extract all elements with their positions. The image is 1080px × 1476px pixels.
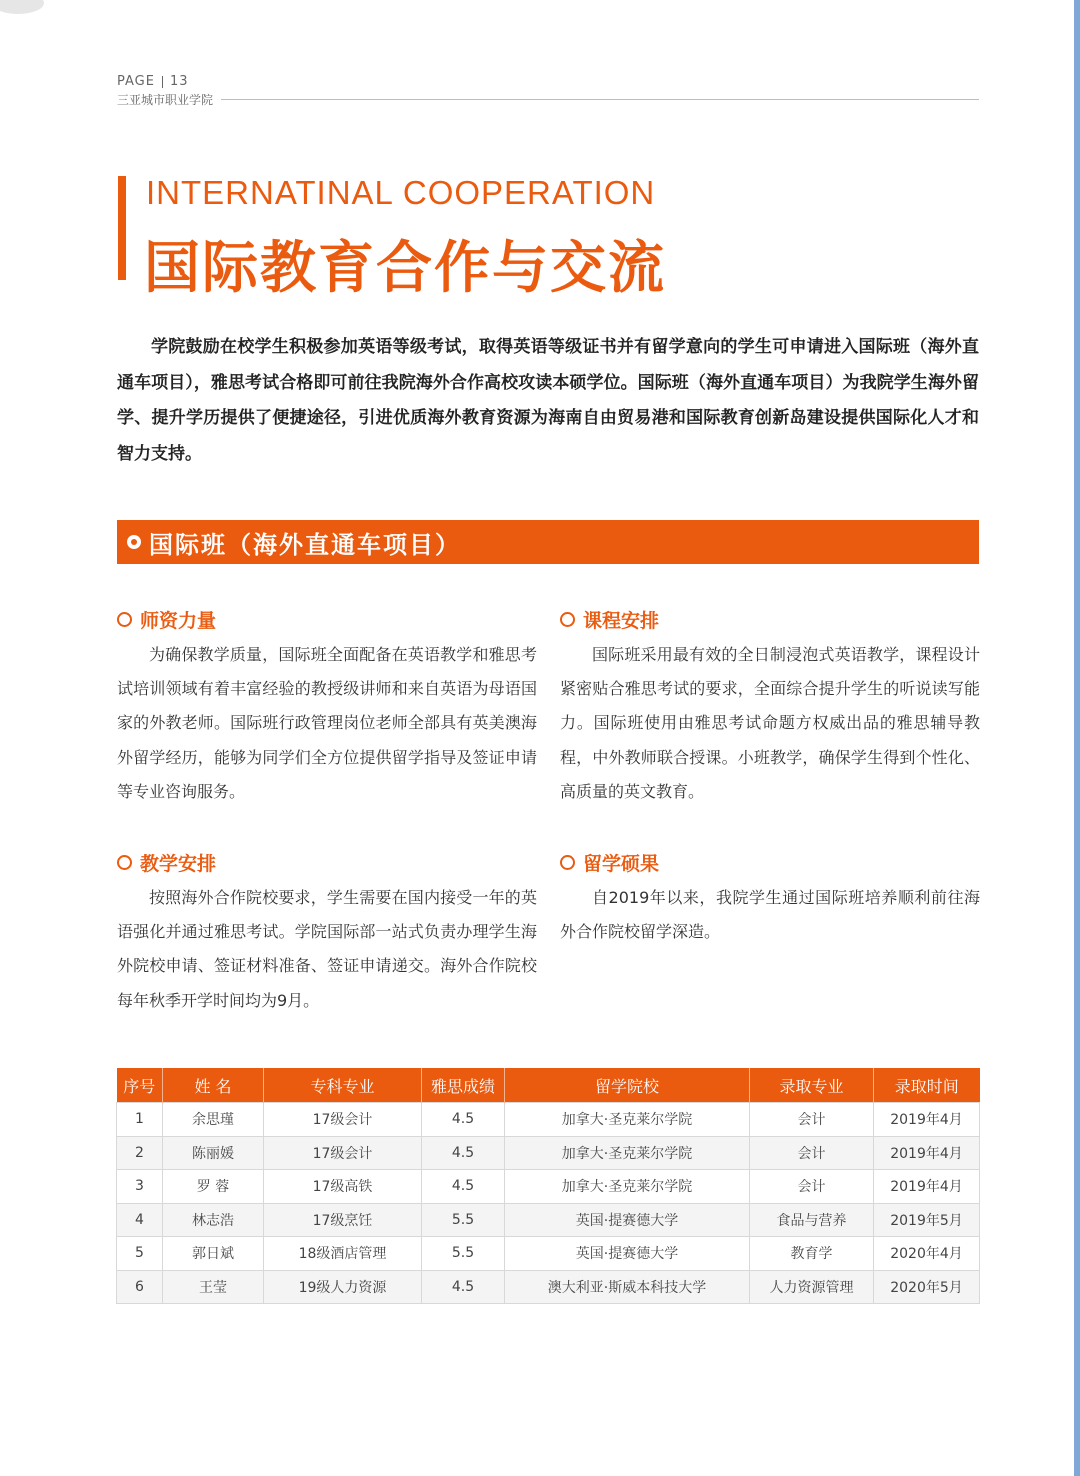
cell-admitted-major: 教育学: [750, 1237, 874, 1271]
cell-school: 加拿大·圣克莱尔学院: [505, 1103, 750, 1137]
teaching-block: [117, 846, 537, 1018]
cell-name: 陈丽媛: [163, 1136, 264, 1170]
results-text: 自2019年以来，我院学生通过国际班培养顺利前往海外合作院校留学深造。: [560, 888, 980, 942]
faculty-title: 师资力量: [140, 609, 217, 632]
curriculum-text: 国际班采用最有效的全日制浸泡式英语教学，课程设计紧密贴合雅思考试的要求，全面综合提升学生的听说读写能力。国际班使用由雅思考试命题方权威出品的雅思辅导教程，中外教师联合授课。小班教学，确保学生得到个性化、高质量的英文教育。: [560, 645, 980, 801]
intro-paragraph: [117, 330, 979, 472]
cell-ielts: 4.5: [422, 1170, 505, 1204]
cell-admitted-major: 会计: [750, 1136, 874, 1170]
students-table: [116, 1068, 980, 1304]
cell-admitted-date: 2020年4月: [874, 1237, 980, 1271]
cell-name: 林志浩: [163, 1203, 264, 1237]
page-edge-bar: [1074, 0, 1080, 1476]
col-header-ielts: 雅思成绩: [422, 1068, 505, 1103]
section-title: 国际班（海外直通车项目）: [149, 530, 461, 559]
cell-school: 英国·提赛德大学: [505, 1203, 750, 1237]
table-row: [117, 1170, 980, 1204]
title-accent-bar: [118, 176, 126, 280]
cell-ielts: 4.5: [422, 1136, 505, 1170]
header-divider: [221, 99, 979, 100]
students-table-wrap: [116, 1068, 979, 1304]
cell-admitted-major: 人力资源管理: [750, 1270, 874, 1304]
results-heading: [560, 846, 980, 878]
col-header-admitted-major: 录取专业: [750, 1068, 874, 1103]
col-header-name: 姓 名: [163, 1068, 264, 1103]
radio-bullet-icon: [127, 535, 141, 549]
curriculum-block: [560, 603, 980, 809]
circle-bullet-icon: [117, 612, 132, 627]
corner-decoration: [0, 0, 44, 14]
teaching-text: 按照海外合作院校要求，学生需要在国内接受一年的英语强化并通过雅思考试。学院国际部一站式负责办理学生海外院校申请、签证材料准备、签证申请递交。海外合作院校每年秋季开学时间均为9月。: [117, 888, 537, 1010]
cell-major: 17级会计: [264, 1103, 422, 1137]
cell-major: 19级人力资源: [264, 1270, 422, 1304]
cell-name: 王莹: [163, 1270, 264, 1304]
cell-major: 17级会计: [264, 1136, 422, 1170]
cell-school: 英国·提赛德大学: [505, 1237, 750, 1271]
table-row: [117, 1103, 980, 1137]
table-row: [117, 1203, 980, 1237]
page-separator: [162, 76, 163, 88]
teaching-title: 教学安排: [140, 852, 217, 875]
col-header-major: 专科专业: [264, 1068, 422, 1103]
circle-bullet-icon: [560, 855, 575, 870]
cell-admitted-major: 会计: [750, 1170, 874, 1204]
col-header-admitted-date: 录取时间: [874, 1068, 980, 1103]
intro-text: 学院鼓励在校学生积极参加英语等级考试，取得英语等级证书并有留学意向的学生可申请进入国际班（海外直通车项目），雅思考试合格即可前往我院海外合作高校攻读本硕学位。国际班（海外直通车项目）为我院学生海外留学、提升学历提供了便捷途径，引进优质海外教育资源为海南自由贸易港和国际教育创新岛建设提供国际化人才和智力支持。: [117, 337, 979, 464]
results-title: 留学硕果: [583, 852, 660, 875]
cell-admitted-date: 2019年5月: [874, 1203, 980, 1237]
cell-admitted-date: 2019年4月: [874, 1136, 980, 1170]
curriculum-heading: [560, 603, 980, 635]
cell-ielts: 4.5: [422, 1270, 505, 1304]
cell-major: 17级烹饪: [264, 1203, 422, 1237]
page-number-row: [117, 74, 979, 89]
cell-school: 加拿大·圣克莱尔学院: [505, 1170, 750, 1204]
page-header: [117, 74, 979, 108]
teaching-heading: [117, 846, 537, 878]
faculty-block: [117, 603, 537, 809]
cell-school: 澳大利亚·斯威本科技大学: [505, 1270, 750, 1304]
faculty-heading: [117, 603, 537, 635]
cell-ielts: 5.5: [422, 1237, 505, 1271]
cell-name: 余思瑾: [163, 1103, 264, 1137]
circle-bullet-icon: [117, 855, 132, 870]
cell-ielts: 5.5: [422, 1203, 505, 1237]
cell-admitted-major: 会计: [750, 1103, 874, 1137]
col-header-index: 序号: [117, 1068, 163, 1103]
cell-ielts: 4.5: [422, 1103, 505, 1137]
cell-index: 3: [117, 1170, 163, 1204]
page-label: PAGE: [117, 74, 155, 89]
title-english: INTERNATINAL COOPERATION: [146, 174, 656, 211]
cell-name: 罗 蓉: [163, 1170, 264, 1204]
cell-major: 18级酒店管理: [264, 1237, 422, 1271]
college-name: 三亚城市职业学院: [117, 93, 214, 107]
table-row: [117, 1237, 980, 1271]
cell-index: 4: [117, 1203, 163, 1237]
section-banner: [117, 520, 979, 564]
table-row: [117, 1136, 980, 1170]
cell-admitted-date: 2019年4月: [874, 1170, 980, 1204]
cell-index: 5: [117, 1237, 163, 1271]
circle-bullet-icon: [560, 612, 575, 627]
table-row: [117, 1270, 980, 1304]
cell-admitted-date: 2020年5月: [874, 1270, 980, 1304]
cell-admitted-major: 食品与营养: [750, 1203, 874, 1237]
table-header-row: [117, 1068, 980, 1103]
cell-index: 1: [117, 1103, 163, 1137]
title-chinese: 国际教育合作与交流: [144, 236, 666, 301]
faculty-text: 为确保教学质量，国际班全面配备在英语教学和雅思考试培训领域有着丰富经验的教授级讲师和来自英语为母语国家的外教老师。国际班行政管理岗位老师全部具有英美澳海外留学经历，能够为同学们全方位提供留学指导及签证申请等专业咨询服务。: [117, 645, 537, 801]
page-number: 13: [169, 74, 189, 89]
cell-major: 17级高铁: [264, 1170, 422, 1204]
cell-name: 郭日斌: [163, 1237, 264, 1271]
college-row: [117, 91, 979, 108]
cell-admitted-date: 2019年4月: [874, 1103, 980, 1137]
cell-school: 加拿大·圣克莱尔学院: [505, 1136, 750, 1170]
cell-index: 6: [117, 1270, 163, 1304]
results-block: [560, 846, 980, 949]
curriculum-title: 课程安排: [583, 609, 660, 632]
cell-index: 2: [117, 1136, 163, 1170]
col-header-school: 留学院校: [505, 1068, 750, 1103]
